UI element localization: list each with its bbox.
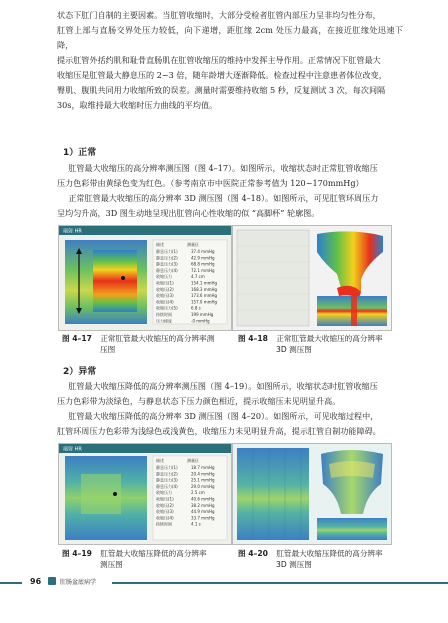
panel-row-key: 收缩压(4) [156, 515, 174, 521]
panel-row-value: 18.7 mmHg [191, 465, 215, 470]
page-footer [0, 574, 448, 594]
figure-4-18-3d-plot [232, 225, 392, 331]
figure-4-20-caption [238, 548, 398, 570]
section1-paragraph-2 [57, 191, 403, 221]
panel-row-key: 压力梯度 [156, 318, 172, 324]
goblet-shape [317, 231, 383, 292]
text-line: 臀肌、腹肌共同用力收缩所致的误差。测量时需要维持收缩 5 秒，反复测试 3 次，每次间隔 [57, 85, 386, 95]
panel-row-value: 33.7 mmHg [191, 515, 215, 521]
caption-number: 图 4–19 [62, 549, 92, 558]
text-line: 提示肛管外括约肌和耻骨直肠肌在肛管收缩压的维持中发挥主导作用。正常情况下肛管最大 [57, 55, 381, 65]
panel-column-label: 描述 [156, 242, 164, 247]
caption-text: 测压图 [100, 560, 123, 569]
panel-header: 端射 HR [63, 446, 82, 453]
panel-row-key: 收缩压力 [156, 490, 172, 496]
panel-row-value: 6.8 s [191, 305, 201, 311]
panel-row-value: 4.1 s [191, 521, 201, 527]
panel-column-value: 测量区 [187, 458, 199, 463]
text-line: 呈均匀升高，3D 图生动地呈现出肛管向心性收缩的似 “高脚杯” 轮廓图。 [57, 208, 320, 218]
text-line: 肛管最大收缩压降低的高分辨率测压图（图 4–19）。如图所示，收缩状态时肛管收缩压 [68, 381, 378, 391]
caption-number: 图 4–17 [62, 334, 92, 343]
cylinder-shape [321, 450, 383, 514]
hrm-low-plot [59, 444, 231, 544]
section2-paragraph-2 [57, 409, 403, 439]
page-number: 96 [30, 577, 42, 586]
panel-row-key: 持续时间 [156, 312, 172, 317]
figure-4-20-3d-plot [232, 443, 392, 545]
panel-row-key: 静息压力(4) [156, 267, 178, 273]
marker-dot [121, 276, 125, 280]
text-line: 压力色彩带由黄绿色变为红色。（参考南京市中医院正常参考值为 120~170mmHg） [57, 178, 364, 188]
panel-row-value: -0 mmHg [191, 318, 210, 324]
figure-4-19-caption [62, 548, 230, 570]
text-line: 收缩压是肛管最大静息压的 2~3 倍，随年龄增大逐渐降低。检查过程中注意患者体位改变， [57, 70, 387, 80]
panel-column-value: 测量区 [187, 242, 199, 247]
caption-text: 3D 测压图 [276, 345, 312, 354]
panel-row-key: 收缩压(3) [156, 509, 174, 515]
book-title: 肛肠盆底病学 [60, 579, 97, 586]
panel-row-key: 静息压力(3) [156, 477, 178, 483]
panel-row-value: 154.1 mmHg [191, 280, 218, 286]
figure-4-18-caption [238, 333, 398, 355]
marker-dot [113, 492, 117, 496]
intro-paragraph [57, 8, 403, 113]
hrm-3d-normal-plot [233, 226, 391, 330]
section-heading-normal: 1）正常 [63, 148, 97, 158]
panel-row-value: 4.7 cm [191, 274, 205, 280]
section-heading-abnormal: 2）异常 [63, 367, 97, 377]
panel-row-value: 199 mmHg [191, 312, 214, 317]
panel-row-key: 收缩压力(5) [156, 305, 178, 311]
panel-row-value: 40.6 mmHg [191, 496, 215, 502]
hrm-3d-low-plot [233, 444, 391, 544]
panel-row-value: 2.5 cm [191, 490, 205, 496]
text-line: 30s，取维持最大收缩时压力曲线的平均值。 [57, 100, 218, 110]
panel-row-value: 68.8 mmHg [191, 261, 215, 267]
text-line: 肛管最大收缩压降低的高分辨率 3D 测压图（图 4–20）。如图所示，可见收缩过程中， [68, 411, 379, 421]
panel-row-value: 37.4 mmHg [191, 249, 215, 254]
panel-row-key: 静息压力(1) [156, 249, 178, 254]
hrm-normal-plot [59, 226, 231, 330]
panel-row-value: 157.0 mmHg [191, 299, 218, 305]
text-line: 肛管环周压力色彩带为浅绿色或浅黄色，收缩压力未见明显升高，提示肛管自制功能障碍。 [57, 426, 381, 436]
panel-row-key: 收缩压(4) [156, 299, 174, 305]
figure-4-19-hrm-topography [58, 443, 232, 545]
caption-text: 3D 测压图 [276, 560, 312, 569]
panel-row-key: 收缩压(3) [156, 293, 174, 299]
caption-number: 图 4–20 [238, 549, 268, 558]
panel-row-value: 25.1 mmHg [191, 477, 215, 483]
panel-row-key: 静息压力(2) [156, 255, 178, 261]
caption-text: 压图 [100, 345, 116, 354]
panel-row-value: 42.9 mmHg [191, 255, 215, 261]
figure-4-17-hrm-topography [58, 225, 232, 331]
panel-row-value: 38.2 mmHg [191, 502, 215, 508]
bookmark-icon [48, 577, 56, 585]
panel-row-key: 静息压力(2) [156, 471, 178, 477]
caption-text: 正常肛管最大收缩压的高分辨率 [276, 334, 383, 343]
text-line: 肛管最大收缩压的高分辨率测压图（图 4–17）。如图所示，收缩状态时正常肛管收缩压 [68, 163, 378, 173]
panel-row-value: 29.0 mmHg [191, 483, 215, 489]
text-line: 状态下肛门自制的主要因素。当肛管收缩时，大部分受检者肛管内部压力呈非均匀性分布， [57, 10, 381, 20]
panel-row-value: 20.4 mmHg [191, 471, 215, 477]
caption-text: 正常肛管最大收缩压的高分辨率测 [100, 334, 215, 343]
text-line: 正常肛管最大收缩压的高分辨率 3D 测压图（图 4–18）。如图所示，可见肛管环周压力 [68, 193, 379, 203]
panel-row-value: 173.6 mmHg [191, 293, 218, 299]
panel-header: 端射 HR [63, 228, 82, 235]
panel-column-label: 描述 [156, 458, 164, 463]
figure-4-17-caption [62, 333, 230, 355]
caption-text: 肛管最大收缩压降低的高分辨率 [276, 549, 383, 558]
text-line: 压力色彩带为淡绿色，与静息状态下压力颜色相近，提示收缩压未见明显升高。 [57, 396, 341, 406]
panel-row-key: 静息压力(3) [156, 261, 178, 267]
panel-row-value: 168.3 mmHg [191, 286, 218, 292]
panel-row-key: 收缩压(1) [156, 496, 174, 502]
panel-row-key: 收缩压(2) [156, 286, 174, 292]
panel-row-value: 72.1 mmHg [191, 267, 215, 273]
section2-paragraph-1 [57, 379, 403, 409]
panel-row-value: 44.9 mmHg [191, 509, 215, 515]
panel-row-key: 持续时间 [156, 521, 172, 527]
caption-text: 肛管最大收缩压降低的高分辨率 [100, 549, 207, 558]
panel-row-key: 静息压力(1) [156, 465, 178, 470]
section1-paragraph-1 [57, 161, 403, 191]
caption-number: 图 4–18 [238, 334, 268, 343]
panel-row-key: 收缩压力 [156, 274, 172, 280]
panel-row-key: 静息压力(4) [156, 483, 178, 489]
text-line: 肛管上部与直肠交界处压力较低，向下递增，距肛缘 2cm 处压力最高，在接近肛缘处迅速下降， [57, 25, 403, 50]
panel-row-key: 收缩压(2) [156, 502, 174, 508]
panel-row-key: 收缩压(1) [156, 280, 174, 286]
